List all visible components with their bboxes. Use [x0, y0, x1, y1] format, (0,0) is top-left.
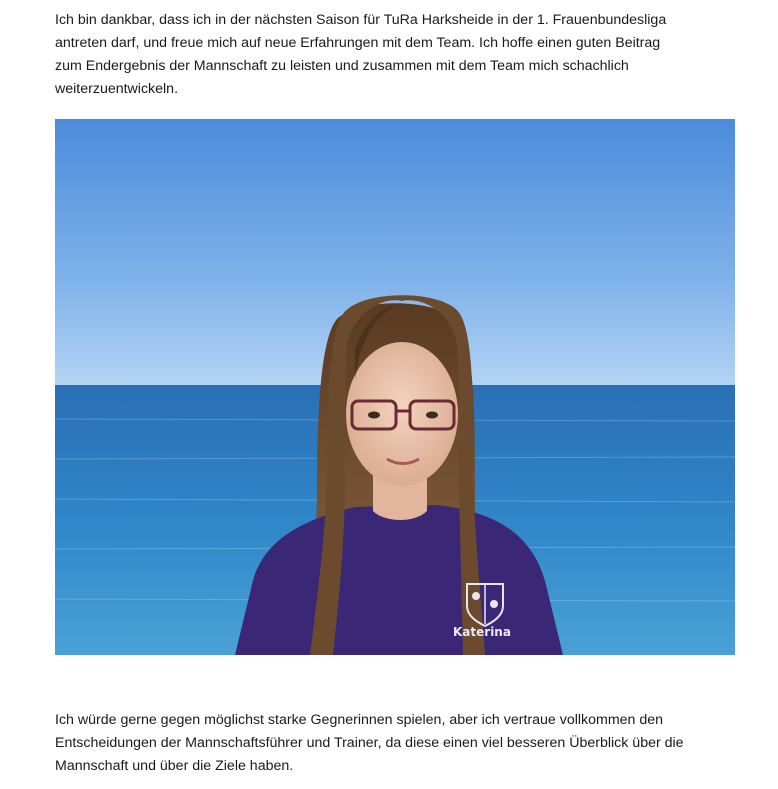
closing-line-3: Mannschaft und über die Ziele haben.: [55, 758, 294, 774]
portrait-photo: [55, 119, 735, 655]
intro-line-1: Ich bin dankbar, dass ich in der nächsten Saison für TuRa Harksheide in der 1. Frauenbundesliga: [55, 12, 667, 28]
shirt-print: Katerina: [453, 625, 511, 639]
intro-line-4: weiterzuentwickeln.: [55, 81, 179, 97]
closing-line-2: Entscheidungen der Mannschaftsführer und Trainer, da diese einen viel besseren Überblick über die: [55, 735, 684, 751]
intro-paragraph: [55, 9, 745, 101]
closing-paragraph: [55, 709, 745, 778]
intro-line-3: zum Endergebnis der Mannschaft zu leisten und zusammen mit dem Team mich schachlich: [55, 58, 629, 74]
intro-line-2: antreten darf, und freue mich auf neue Erfahrungen mit dem Team. Ich hoffe einen guten Beitrag: [55, 35, 661, 51]
closing-line-1: Ich würde gerne gegen möglichst starke Gegnerinnen spielen, aber ich vertraue vollkommen den: [55, 712, 664, 728]
